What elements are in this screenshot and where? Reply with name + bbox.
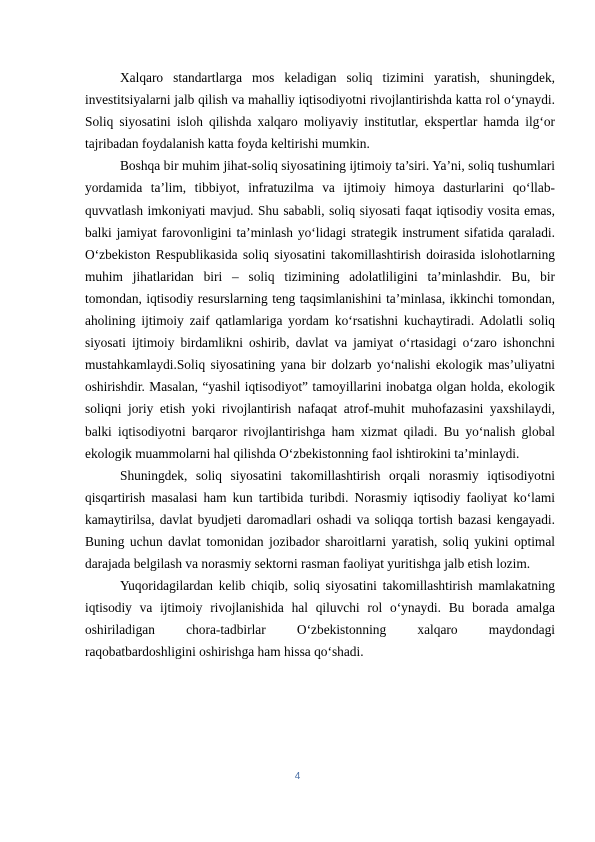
document-body xyxy=(85,67,555,664)
paragraph-2: Boshqa bir muhim jihat-soliq siyosatining ijtimoiy ta’siri. Ya’ni, soliq tushumlari yordamida ta’lim, tibbiyot, infratuzilma va ijtimoiy himoya dasturlarini qo‘llab-quvvatlash imkoniyati mavjud. Shu sababli, soliq siyosati faqat iqtisodiy vosita emas, balki jamiyat farovonligini ta’minlash yo‘lidagi strategik instrument sifatida qaraladi. O‘zbekiston Respublikasida soliq siyosatini takomillashtirish doirasida islohotlarning muhim jihatlaridan biri – soliq tizimining adolatliligini ta’minlashdir. Bu, bir tomondan, iqtisodiy resurslarning teng taqsimlanishini ta’minlasa, ikkinchi tomondan, aholining ijtimoiy zaif qatlamlariga yordam ko‘rsatishni kuchaytiradi. Adolatli soliq siyosati ijtimoiy birdamlikni oshirib, davlat va jamiyat o‘rtasidagi o‘zaro ishonchni mustahkamlaydi.Soliq siyosatining yana bir dolzarb yo‘nalishi ekologik mas’uliyatni oshirishdir. Masalan, “yashil iqtisodiyot” tamoyillarini inobatga olgan holda, ekologik soliqni joriy etish yoki rivojlantirish nafaqat atrof-muhit muhofazasini yaxshilaydi, balki iqtisodiyotni barqaror rivojlantirishga ham xizmat qiladi. Bu yo‘nalish global ekologik muammolarni hal qilishda O‘zbekistonning faol ishtirokini ta’minlaydi. xyxy=(85,158,555,461)
page-number: 4 xyxy=(294,771,301,782)
paragraph-3: Shuningdek, soliq siyosatini takomillashtirish orqali norasmiy iqtisodiyotni qisqartirish masalasi ham kun tartibida turibdi. Norasmiy iqtisodiy faoliyat ko‘lami kamaytirilsa, davlat byudjeti daromadlari oshadi va soliqqa tortish bazasi kengayadi. Buning uchun davlat tomonidan jozibador sharoitlarni yaratish, soliq yukini optimal darajada belgilash va norasmiy sektorni rasman faoliyat yuritishga jalb etish lozim. xyxy=(85,467,555,572)
paragraph-4: Yuqoridagilardan kelib chiqib, soliq siyosatini takomillashtirish mamlakatning iqtisodiy va ijtimoiy rivojlanishida hal qiluvchi rol o‘ynaydi. Bu borada amalga oshiriladigan chora-tadbirlar O‘zbekistonning xalqaro maydondagi raqobatbardoshligini oshirishga ham hissa qo‘shadi. xyxy=(85,578,555,660)
paragraph-1: Xalqaro standartlarga mos keladigan soliq tizimini yaratish, shuningdek, investitsiyalarni jalb qilish va mahalliy iqtisodiyotni rivojlantirishda katta rol o‘ynaydi. Soliq siyosatini isloh qilishda xalqaro moliyaviy institutlar, ekspertlar hamda ilg‘or tajribadan foydalanish katta foyda keltirishi mumkin. xyxy=(85,70,555,152)
